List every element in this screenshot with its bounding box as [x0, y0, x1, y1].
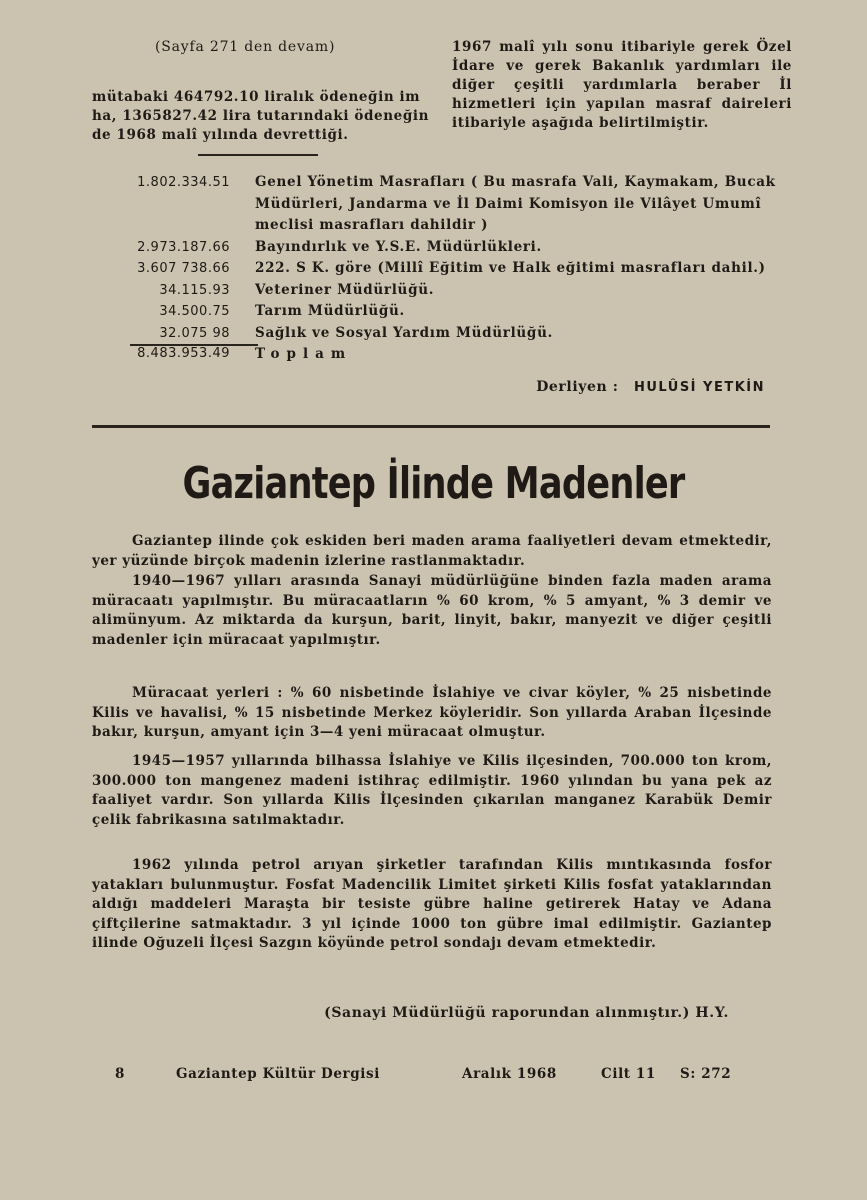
- expense-row: [118, 172, 798, 237]
- expense-description: Sağlık ve Sosyal Yardım Müdürlüğü.: [255, 324, 553, 341]
- paragraph-text: 1962 yılında petrol arıyan şirketler tarafından Kilis mıntıkasında fosfor yatakları bulunmuştur. Fosfat Madencilik Limitet şirketi Kilis fosfat yataklarından aldığı maddeleri Maraşta bir tesiste gübre haline getirerek Hatay ve Adana çiftçilerine satmaktadır. 3 yıl içinde 1000 ton gübre imal edilmiştir. Gaziantep ilinde Oğuzeli İlçesi Sazgın köyünde petrol sondajı devam etmektedir.: [92, 857, 772, 951]
- article-source: (Sanayi Müdürlüğü raporundan alınmıştır.) H.Y.: [324, 1005, 729, 1021]
- expense-amount: 1.802.334.51: [137, 175, 230, 190]
- section-divider: [92, 425, 770, 428]
- expense-row: [118, 323, 798, 345]
- expense-amount: 34.500.75: [159, 304, 230, 319]
- paragraph-text: Müracaat yerleri : % 60 nisbetinde İslahiye ve civar köyler, % 25 nisbetinde Kilis ve havalisi, % 15 nisbetinde Merkez köyleridir. Son yıllarda Araban İlçesinde bakır, kurşun, amyant için 3—4 yeni müracaat olmuştur.: [92, 685, 772, 740]
- compiler-name: HULÛSİ YETKİN: [634, 380, 765, 395]
- continuation-right-text: [452, 38, 792, 133]
- expense-row: [118, 301, 798, 323]
- continuation-header: (Sayfa 271 den devam): [155, 39, 336, 55]
- expense-amount: 32.075 98: [159, 325, 230, 341]
- article-paragraph: [92, 684, 772, 743]
- article-paragraph: [92, 856, 772, 954]
- issue-date: Aralık 1968: [462, 1066, 557, 1082]
- total-label: Toplam: [255, 346, 353, 362]
- journal-name: Gaziantep Kültür Dergisi: [176, 1066, 380, 1082]
- expense-description: 222. S K. göre (Millî Eğitim ve Halk eğitimi masrafları dahil.): [255, 260, 766, 276]
- volume-number: Cilt 11: [601, 1066, 656, 1082]
- expense-table: [118, 172, 798, 344]
- total-row: [118, 344, 352, 364]
- continuation-right-paragraph: 1967 malî yılı sonu itibariyle gerek Özel İdare ve gerek Bakanlık yardımları ile diğer çeşitli yardımlarla beraber İl hizmetleri için yapılan masraf daireleri itibariyle aşağıda belirtilmiştir.: [452, 39, 792, 131]
- page-number: 8: [115, 1066, 125, 1082]
- expense-description: Veteriner Müdürlüğü.: [255, 281, 435, 298]
- compiler-label: Derliyen :: [536, 379, 619, 395]
- expense-row: [118, 280, 798, 302]
- article-title: Gaziantep İlinde Madenler: [182, 458, 685, 509]
- expense-description: Tarım Müdürlüğü.: [255, 303, 405, 319]
- expense-amount: 34.115.93: [159, 282, 230, 298]
- article-paragraph: [92, 572, 772, 650]
- total-amount: 8.483.953.49: [137, 346, 230, 361]
- expense-amount: 2.973.187.66: [137, 239, 230, 255]
- expense-description: Genel Yönetim Masrafları ( Bu masrafa Vali, Kaymakam, Bucak Müdürleri, Jandarma ve İl Daimi Komisyon ile Vilâyet Umumî meclisi masrafları dahildir ): [255, 174, 776, 233]
- paragraph-text: 1940—1967 yılları arasında Sanayi müdürlüğüne binden fazla maden arama müracaatı yapılmıştır. Bu müracaatların % 60 krom, % 5 amyant, % 3 demir ve alimünyum. Az miktarda da kurşun, barit, linyit, bakır, manyezit ve diğer çeşitli madenler için müracaat yapılmıştır.: [92, 573, 772, 648]
- expense-amount: 3.607 738.66: [137, 261, 230, 276]
- expense-row: [118, 258, 798, 280]
- expense-description: Bayındırlık ve Y.S.E. Müdürlükleri.: [255, 238, 542, 255]
- article-paragraph: [92, 532, 772, 571]
- compiler-credit: [536, 378, 765, 397]
- article-paragraph: [92, 752, 772, 830]
- paragraph-text: 1945—1957 yıllarında bilhassa İslahiye ve Kilis ilçesinden, 700.000 ton krom, 300.000 ton mangenez madeni istihraç edilmiştir. 1960 yılından bu yana pek az faaliyet vardır. Son yıllarda Kilis İlçesinden çıkarılan manganez Karabük Demir çelik fabrikasına satılmaktadır.: [92, 753, 772, 828]
- paragraph-text: Gaziantep ilinde çok eskiden beri maden arama faaliyetleri devam etmektedir, yer yüzünde birçok madenin izlerine rastlanmaktadır.: [92, 533, 772, 569]
- short-divider: [198, 154, 318, 156]
- issue-number: S: 272: [680, 1066, 732, 1082]
- continuation-left-text: mütabaki 464792.10 liralık ödeneğin im ha, 1365827.42 lira tutarındaki ödeneğin de 1968 malî yılında devrettiği.: [92, 89, 429, 143]
- expense-row: [118, 237, 798, 259]
